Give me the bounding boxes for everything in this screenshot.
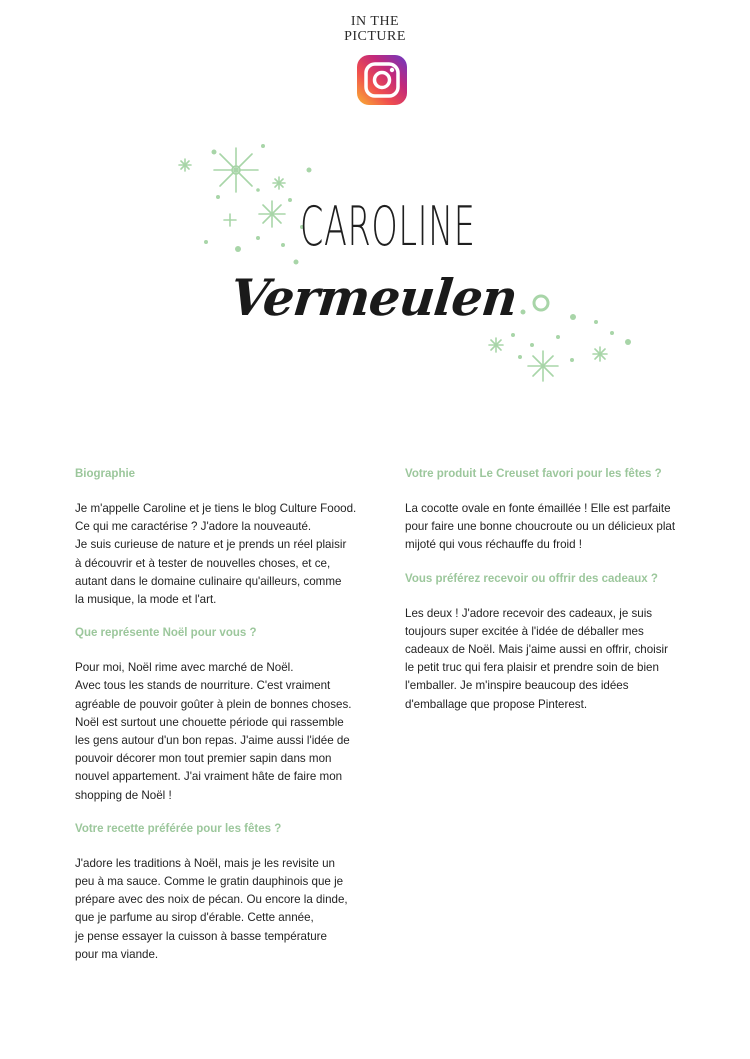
body-line: je pense essayer la cuisson à basse température <box>75 929 327 943</box>
body-line: Ce qui me caractérise ? J'adore la nouveauté. <box>75 520 312 534</box>
right-column <box>405 466 705 730</box>
body-line: shopping de Noël ! <box>75 788 172 802</box>
body-line: d'emballage que propose Pinterest. <box>405 697 588 711</box>
section-noel <box>75 625 375 805</box>
section-body <box>75 500 375 609</box>
body-line: Les deux ! J'adore recevoir des cadeaux, je suis <box>405 606 653 620</box>
section-cadeaux <box>405 571 705 714</box>
body-line: toujours super excitée à l'idée de déballer mes <box>405 624 644 638</box>
body-line: cadeaux de Noël. Mais j'aime aussi en offrir, choisir <box>405 643 668 657</box>
snowflake-icon <box>273 177 285 189</box>
snowflake-icon <box>224 214 236 226</box>
body-line: le petit truc qui fera plaisir et prendre soin de bien <box>405 661 659 675</box>
body-line: que je parfume au sirop d'érable. Cette année, <box>75 911 314 925</box>
section-biographie <box>75 466 375 609</box>
snowflake-icon <box>214 148 258 192</box>
body-line: J'adore les traditions à Noël, mais je les revisite un <box>75 856 335 870</box>
snowflake-icon <box>593 347 607 361</box>
title-last-name: Vermeulen <box>227 268 520 327</box>
body-line: Je m'appelle Caroline et je tiens le blog Culture Foood. <box>75 502 357 515</box>
body-line: agréable de pouvoir goûter à plein de bonnes choses. <box>75 697 352 711</box>
body-line: à découvrir et à tester de nouvelles choses, et ce, <box>75 556 331 570</box>
body-line: l'emballer. Je m'inspire beaucoup des idées <box>405 679 629 693</box>
section-body <box>405 605 705 714</box>
section-heading: Votre recette préférée pour les fêtes ? <box>75 822 282 835</box>
body-line: Pour moi, Noël rime avec marché de Noël. <box>75 661 294 675</box>
snowflake-icon <box>179 159 191 171</box>
section-heading: Votre produit Le Creuset favori pour les fêtes ? <box>405 468 662 480</box>
body-line: mijoté qui vous réchauffe du froid ! <box>405 538 583 552</box>
body-line: Avec tous les stands de nourriture. C'est vraiment <box>75 679 331 693</box>
body-line: nouvel appartement. J'ai vraiment hâte de faire mon <box>75 770 343 784</box>
body-line: Noël est surtout une chouette période qui rassemble <box>75 715 344 729</box>
body-line: Je suis curieuse de nature et je prends un réel plaisir <box>75 538 347 552</box>
body-line: la musique, la mode et l'art. <box>75 593 217 607</box>
brand-line-1: IN THE <box>350 14 400 29</box>
snowflake-icon <box>528 351 558 381</box>
body-line: pour faire une bonne choucroute ou un délicieux plat <box>405 520 676 534</box>
section-body <box>75 659 375 805</box>
section-produit <box>405 466 705 555</box>
ornament-icon <box>534 296 548 310</box>
section-body <box>405 500 705 555</box>
body-line: prépare avec des noix de pécan. Ou encore la dinde, <box>75 893 348 907</box>
body-line: pouvoir décorer mon tout premier sapin dans mon <box>75 752 332 766</box>
body-line: peu à ma sauce. Comme le gratin dauphinois que je <box>75 875 344 889</box>
body-line: pour ma viande. <box>75 947 159 961</box>
body-line: La cocotte ovale en fonte émaillée ! Elle est parfaite <box>405 502 671 515</box>
section-recette <box>75 821 375 964</box>
section-heading: Que représente Noël pour vous ? <box>75 627 257 640</box>
snowflake-icon <box>259 201 285 227</box>
left-column <box>75 466 375 980</box>
snowflake-icon <box>489 338 503 352</box>
section-heading: Biographie <box>75 468 136 480</box>
section-body <box>75 855 375 964</box>
title-first-name: CAROLINE <box>300 195 476 258</box>
brand-line-2: PICTURE <box>344 29 406 44</box>
body-line: autant dans le domaine culinaire qu'ailleurs, comme <box>75 574 342 588</box>
section-heading: Vous préférez recevoir ou offrir des cadeaux ? <box>405 572 658 585</box>
body-line: les gens autour d'un bon repas. J'aime aussi l'idée de <box>75 734 350 748</box>
